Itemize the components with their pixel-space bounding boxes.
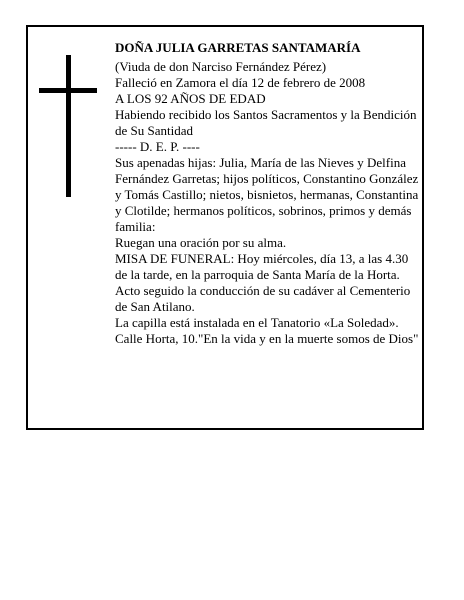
cross-icon [39, 55, 97, 197]
notice-text [115, 40, 421, 347]
prayer-request: Ruegan una oración por su alma. [115, 235, 287, 250]
deceased-name: DOÑA JULIA GARRETAS SANTAMARÍA [115, 40, 361, 55]
family-paragraph: Sus apenadas hijas: Julia, María de las Nieves y Delfina Fernández Garretas; hijos políticos, Constantino González y Tomás Castillo; nietos, bisnietos, hermanas, Constantina y Clotilde; hermanos políticos, sobrinos, primos y demás familia: [115, 155, 419, 234]
obituary-notice [26, 25, 424, 430]
widow-line: (Viuda de don Narciso Fernández Pérez) [115, 59, 327, 74]
cross-horizontal-bar [39, 88, 97, 93]
cross-vertical-bar [66, 55, 71, 197]
dep-line: ----- D. E. P. ---- [115, 139, 200, 154]
funeral-mass-paragraph: MISA DE FUNERAL: Hoy miércoles, día 13, a las 4.30 de la tarde, en la parroquia de Santa María de la Horta. Acto seguido la conducción de su cadáver al Cementerio de San Atilano. [115, 251, 411, 314]
sacraments-line: Habiendo recibido los Santos Sacramentos y la Bendición de Su Santidad [115, 107, 417, 138]
age-line: A LOS 92 AÑOS DE EDAD [115, 91, 266, 106]
death-date-line: Falleció en Zamora el día 12 de febrero de 2008 [115, 75, 366, 90]
chapel-paragraph: La capilla está instalada en el Tanatorio «La Soledad». Calle Horta, 10."En la vida y en la muerte somos de Dios" [115, 315, 419, 346]
